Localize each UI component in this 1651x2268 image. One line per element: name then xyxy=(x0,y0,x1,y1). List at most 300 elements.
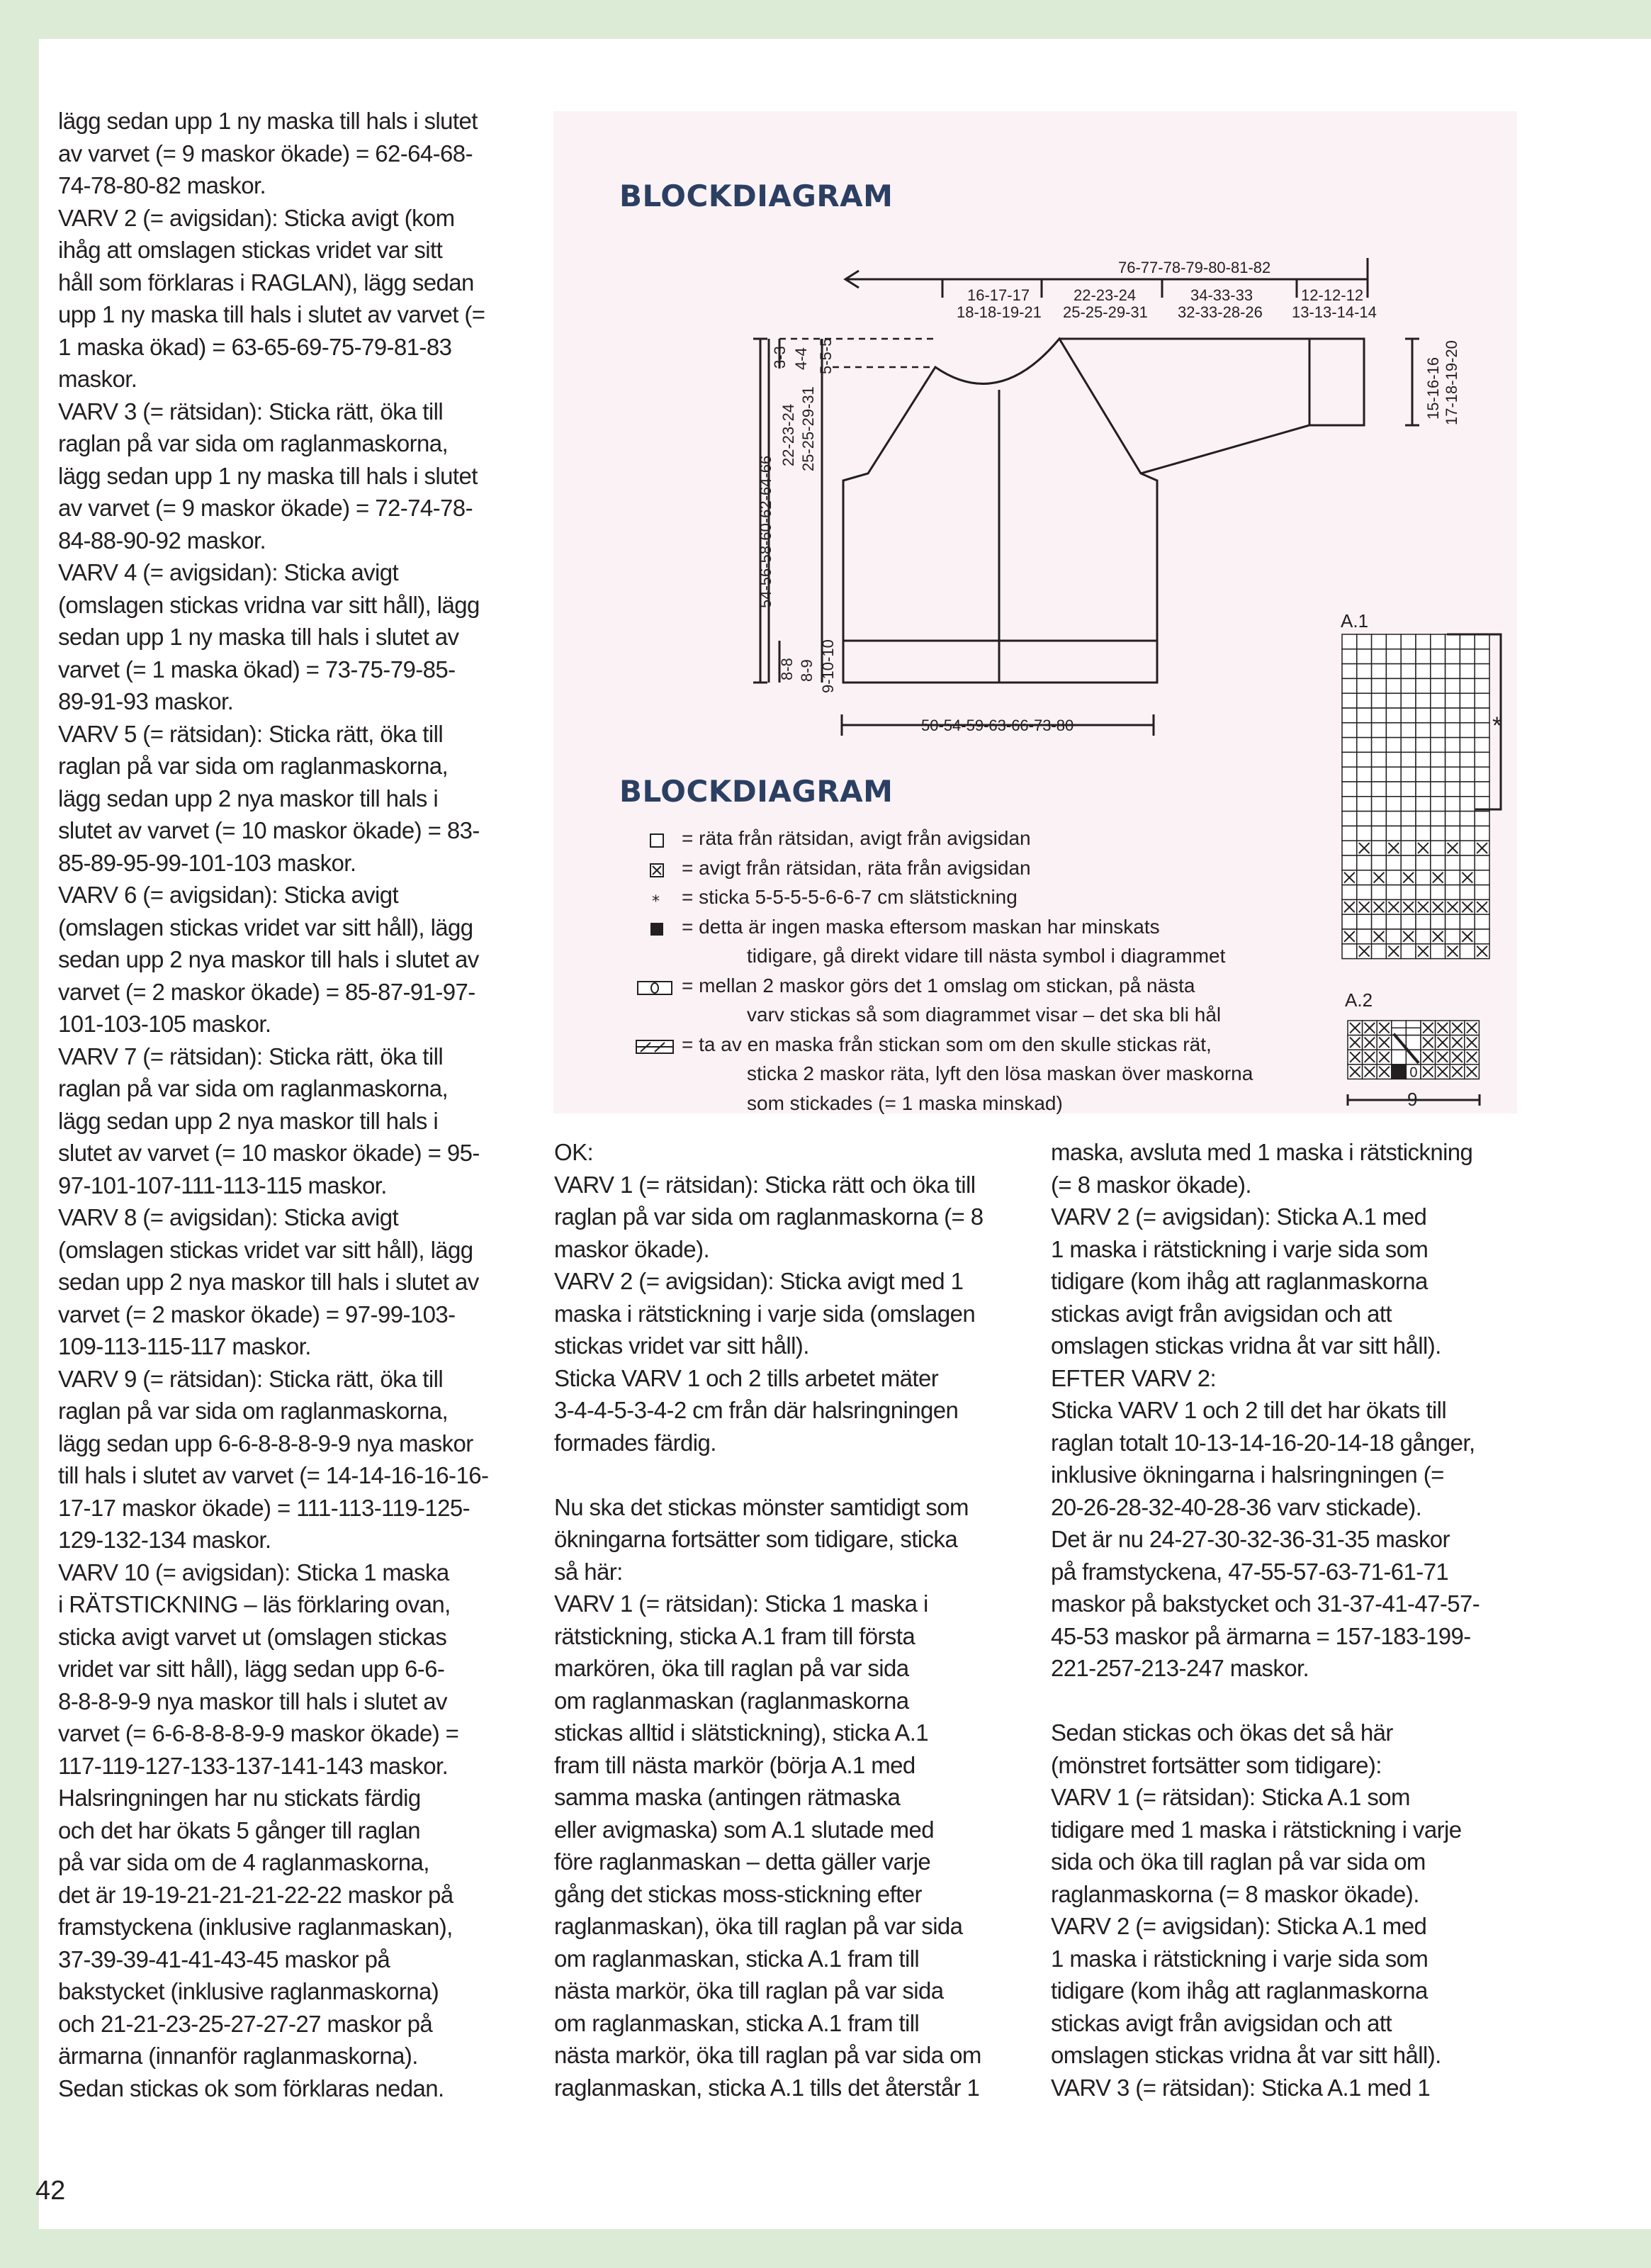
chart-cell xyxy=(1431,678,1446,693)
left-text-line: raglan på var sida om raglanmaskorna, xyxy=(58,430,449,456)
chart-cell xyxy=(1401,944,1416,959)
chart-cell xyxy=(1431,723,1446,738)
left-text-line: 17-17 maskor ökade) = 111-113-119-125- xyxy=(58,1494,470,1521)
chart-cell xyxy=(1386,885,1401,900)
left-text-line: VARV 9 (= rätsidan): Sticka rätt, öka till xyxy=(58,1365,444,1392)
body-length-measure: 54-56-58-60-62-64-66 xyxy=(757,455,774,608)
chart-cell xyxy=(1342,885,1357,900)
right-text-line: tidigare (kom ihåg att raglanmaskorna xyxy=(1051,1977,1428,2004)
chart-cell xyxy=(1357,738,1372,753)
chart-cell xyxy=(1431,782,1446,797)
middle-text-line: raglanmaskan, sticka A.1 tills det återstår 1 xyxy=(554,2074,980,2101)
chart-cell xyxy=(1460,841,1475,855)
chart-cell xyxy=(1475,826,1489,841)
chart-cell xyxy=(1416,693,1431,708)
chart-cell xyxy=(1401,826,1416,841)
left-text-line: VARV 7 (= rätsidan): Sticka rätt, öka till xyxy=(58,1043,444,1070)
left-text-line: i RÄTSTICKNING – läs förklaring ovan, xyxy=(58,1591,451,1617)
left-text-line: slutet av varvet (= 10 maskor ökade) = 83- xyxy=(58,817,480,843)
chart-cell xyxy=(1460,914,1475,929)
chart-cell xyxy=(1372,826,1387,841)
middle-text-line: om raglanmaskan, sticka A.1 fram till xyxy=(554,2009,920,2036)
left-text-line: (omslagen stickas vridna var sitt håll), lägg xyxy=(58,591,480,618)
legend-text: = ta av en maska från stickan som om den skulle stickas rät, xyxy=(682,1033,1212,1055)
right-text-line: tidigare med 1 maska i rätstickning i varje xyxy=(1051,1816,1462,1843)
chart-cell xyxy=(1460,782,1475,797)
chart-cell xyxy=(1460,678,1475,693)
left-text-line: Halsringningen har nu stickats färdig xyxy=(58,1785,421,1811)
chart-cell xyxy=(1401,812,1416,826)
middle-text-line: markören, öka till raglan på var sida xyxy=(554,1655,909,1681)
chart-cell xyxy=(1431,841,1446,855)
chart-cell xyxy=(1401,678,1416,693)
chart-cell xyxy=(1392,1050,1407,1065)
chart-cell xyxy=(1431,752,1446,767)
chart-cell xyxy=(1386,664,1401,679)
left-text-line: VARV 4 (= avigsidan): Sticka avigt xyxy=(58,559,399,585)
chart-cell xyxy=(1386,812,1401,826)
middle-text-line: Nu ska det stickas mönster samtidigt som xyxy=(554,1493,969,1520)
chart-cell xyxy=(1446,914,1460,929)
black-square-icon xyxy=(635,918,675,936)
chart-cell xyxy=(1446,752,1460,767)
chart-cell xyxy=(1372,767,1387,782)
chart-cell xyxy=(1475,752,1489,767)
chart-cell xyxy=(1446,855,1460,870)
left-text-line: 129-132-134 maskor. xyxy=(58,1527,271,1553)
chart-cell xyxy=(1401,693,1416,708)
legend-item xyxy=(635,824,1273,853)
chart-cell xyxy=(1392,1065,1407,1079)
chart-cell xyxy=(1446,693,1460,708)
right-text-line: EFTER VARV 2: xyxy=(1051,1364,1217,1391)
chart-cell xyxy=(1386,693,1401,708)
middle-text-line: före raglanmaskan – detta gäller varje xyxy=(554,1848,931,1875)
chart-cell xyxy=(1357,767,1372,782)
middle-text-line: raglanmaskan), öka till raglan på var sida xyxy=(554,1913,963,1939)
empty-square-icon xyxy=(635,829,675,848)
middle-text-line: maska i rätstickning i varje sida (omslagen xyxy=(554,1300,976,1327)
chart-cell xyxy=(1372,634,1387,649)
middle-text-line: nästa markör, öka till raglan på var sida xyxy=(554,1977,944,2004)
chart-cell xyxy=(1372,723,1387,738)
left-text-line: vridet var sitt håll), lägg sedan upp 6-6- xyxy=(58,1656,445,1682)
chart-cell xyxy=(1446,634,1460,649)
chart-cell xyxy=(1372,812,1387,826)
chart-cell xyxy=(1386,649,1401,664)
chart-cell xyxy=(1357,723,1372,738)
chart-cell xyxy=(1475,812,1489,826)
chart-cell xyxy=(1446,826,1460,841)
chart-cell xyxy=(1357,649,1372,664)
chart-cell xyxy=(1386,914,1401,929)
legend-text: tidigare, gå direkt vidare till nästa symbol i diagrammet xyxy=(747,945,1226,967)
chart-cell xyxy=(1342,812,1357,826)
total-width-measure: 76-77-78-79-80-81-82 xyxy=(1118,259,1271,276)
right-text-line xyxy=(1051,1685,1547,1717)
chart-cell xyxy=(1460,797,1475,812)
chart-cell xyxy=(1342,634,1357,649)
right-text-line: raglanmaskorna (= 8 maskor ökade). xyxy=(1051,1880,1419,1907)
chart-cell xyxy=(1475,855,1489,870)
chart-a1-grid xyxy=(1342,634,1489,959)
right-text-line: 221-257-213-247 maskor. xyxy=(1051,1655,1309,1681)
left-text-line: Sedan stickas ok som förklaras nedan. xyxy=(58,2075,444,2101)
hem-measure-1: 8-8 xyxy=(778,658,796,680)
left-text-line: (omslagen stickas vridet var sitt håll), lägg xyxy=(58,914,473,941)
right-text-line: VARV 3 (= rätsidan): Sticka A.1 med 1 xyxy=(1051,2074,1431,2101)
right-text-line: omslagen stickas vridna åt var sitt håll). xyxy=(1051,2042,1441,2068)
schematic-heading: BLOCKDIAGRAM xyxy=(619,179,894,213)
middle-text-line: maskor ökade). xyxy=(554,1235,710,1262)
chart-cell xyxy=(1386,708,1401,723)
chart-cell xyxy=(1431,797,1446,812)
left-text-line: (omslagen stickas vridet var sitt håll), lägg xyxy=(58,1236,473,1263)
chart-cell xyxy=(1416,708,1431,723)
chart-cell xyxy=(1446,767,1460,782)
left-text-line: sedan upp 1 ny maska till hals i slutet av xyxy=(58,624,459,650)
legend-text: = avigt från rätsidan, räta från avigsidan xyxy=(682,856,1031,879)
legend-text: sticka 2 maskor räta, lyft den lösa maskan över maskorna xyxy=(747,1062,1253,1084)
left-text-line: raglan på var sida om raglanmaskorna, xyxy=(58,753,449,779)
chart-cell xyxy=(1357,885,1372,900)
chart-cell xyxy=(1446,929,1460,944)
right-text-line: sida och öka till raglan på var sida om xyxy=(1051,1848,1426,1875)
chart-cell xyxy=(1401,797,1416,812)
chart-cell xyxy=(1416,929,1431,944)
left-text-line: 74-78-80-82 maskor. xyxy=(58,172,266,198)
chart-cell xyxy=(1431,885,1446,900)
middle-text-line: stickas vridet var sitt håll). xyxy=(554,1332,809,1359)
left-text-line: lägg sedan upp 2 nya maskor till hals i xyxy=(58,785,439,812)
chart-cell xyxy=(1342,797,1357,812)
left-text-line: 8-8-8-9-9 nya maskor till hals i slutet av xyxy=(58,1688,447,1714)
chart-cell xyxy=(1357,929,1372,944)
legend-text: som stickades (= 1 maska minskad) xyxy=(747,1091,1063,1114)
middle-text-line: samma maska (antingen rätmaska xyxy=(554,1784,901,1810)
cuff-measure-a: 15-16-16 xyxy=(1424,357,1442,420)
chart-cell xyxy=(1357,752,1372,767)
middle-text-line: gång det stickas moss-stickning efter xyxy=(554,1880,922,1907)
chart-cell xyxy=(1416,752,1431,767)
chart-cell xyxy=(1372,797,1387,812)
chart-cell xyxy=(1342,649,1357,664)
chart-cell xyxy=(1431,708,1446,723)
chart-cell xyxy=(1446,797,1460,812)
decrease-icon xyxy=(635,1035,675,1054)
svg-text:*: * xyxy=(652,893,660,909)
chart-cell xyxy=(1401,708,1416,723)
right-text-line: Sticka VARV 1 och 2 till det har ökats till xyxy=(1051,1397,1447,1423)
chart-cell xyxy=(1386,929,1401,944)
chart-cell xyxy=(1401,738,1416,753)
hem-measure-2: 8-9 xyxy=(798,659,816,682)
chart-cell xyxy=(1416,634,1431,649)
legend-item xyxy=(635,971,1273,1030)
chart-cell xyxy=(1416,782,1431,797)
right-text-line: VARV 2 (= avigsidan): Sticka A.1 med xyxy=(1051,1913,1427,1939)
chart-cell xyxy=(1357,634,1372,649)
legend xyxy=(635,824,1273,1118)
chart-cell xyxy=(1446,782,1460,797)
middle-text-line: fram till nästa markör (börja A.1 med xyxy=(554,1751,915,1778)
chart-cell xyxy=(1342,723,1357,738)
chart-cell xyxy=(1431,944,1446,959)
chart-cell xyxy=(1446,885,1460,900)
chart-cell xyxy=(1372,649,1387,664)
chart-cell xyxy=(1431,634,1446,649)
chart-cell xyxy=(1446,678,1460,693)
chart-cell xyxy=(1372,752,1387,767)
left-text-line: lägg sedan upp 2 nya maskor till hals i xyxy=(58,1107,439,1134)
chart-cell xyxy=(1431,914,1446,929)
middle-text-line: nästa markör, öka till raglan på var sida om xyxy=(554,2042,981,2068)
chart-cell xyxy=(1446,649,1460,664)
middle-text-line: så här: xyxy=(554,1558,623,1585)
chart-cell xyxy=(1372,855,1387,870)
chart-cell xyxy=(1401,885,1416,900)
legend-item xyxy=(635,1030,1273,1118)
left-text-line: VARV 8 (= avigsidan): Sticka avigt xyxy=(58,1204,399,1230)
chart-cell xyxy=(1342,664,1357,679)
left-text-line: håll som förklaras i RAGLAN), lägg sedan xyxy=(58,269,474,296)
left-text-line: 85-89-95-99-101-103 maskor. xyxy=(58,849,356,876)
left-text-line: av varvet (= 9 maskor ökade) = 62-64-68- xyxy=(58,140,473,167)
chart-cell xyxy=(1416,678,1431,693)
chart-cell xyxy=(1460,738,1475,753)
left-text-line: varvet (= 2 maskor ökade) = 85-87-91-97- xyxy=(58,978,475,1005)
chart-cell xyxy=(1357,664,1372,679)
left-text-line: det är 19-19-21-21-21-22-22 maskor på xyxy=(58,1881,453,1908)
chart-cell xyxy=(1460,664,1475,679)
left-text-line: VARV 2 (= avigsidan): Sticka avigt (kom xyxy=(58,204,455,231)
chart-cell xyxy=(1460,826,1475,841)
chart-cell xyxy=(1416,649,1431,664)
chart-cell xyxy=(1372,678,1387,693)
yarn-over-mark: 0 xyxy=(1409,1065,1418,1081)
chart-cell xyxy=(1475,723,1489,738)
chart-cell xyxy=(1342,782,1357,797)
middle-text-line: om raglanmaskan (raglanmaskorna xyxy=(554,1687,909,1714)
left-text-line: VARV 5 (= rätsidan): Sticka rätt, öka till xyxy=(58,720,444,747)
chart-cell xyxy=(1401,767,1416,782)
legend-item xyxy=(635,882,1273,912)
chart-cell xyxy=(1446,812,1460,826)
chart-cell xyxy=(1386,738,1401,753)
seg2-measure-b: 25-25-29-31 xyxy=(1063,303,1148,321)
chart-cell xyxy=(1386,752,1401,767)
chart-cell xyxy=(1475,767,1489,782)
left-text-line: VARV 3 (= rätsidan): Sticka rätt, öka till xyxy=(58,398,444,425)
middle-text-line: eller avigmaska) som A.1 slutade med xyxy=(554,1816,934,1843)
left-text-line: VARV 6 (= avigsidan): Sticka avigt xyxy=(58,882,399,908)
chart-cell xyxy=(1357,708,1372,723)
chart-cell xyxy=(1475,693,1489,708)
left-text-line: raglan på var sida om raglanmaskorna, xyxy=(58,1398,449,1424)
left-text-line: 89-91-93 maskor. xyxy=(58,688,234,714)
chart-cell xyxy=(1401,782,1416,797)
middle-text-line: 3-4-4-5-3-4-2 cm från där halsringningen xyxy=(554,1397,959,1423)
legend-item xyxy=(635,912,1273,971)
right-text-line: 1 maska i rätstickning i varje sida som xyxy=(1051,1235,1429,1262)
chart-cell xyxy=(1372,885,1387,900)
chart-cell xyxy=(1386,782,1401,797)
left-text-line: av varvet (= 9 maskor ökade) = 72-74-78- xyxy=(58,495,473,521)
left-text-line: framstyckena (inklusive raglanmaskan), xyxy=(58,1914,453,1940)
chart-cell xyxy=(1357,914,1372,929)
chart-cell xyxy=(1386,855,1401,870)
left-text-line: varvet (= 6-6-8-8-8-9-9 maskor ökade) = xyxy=(58,1720,459,1746)
right-text-line: Det är nu 24-27-30-32-36-31-35 maskor xyxy=(1051,1526,1450,1552)
chart-cell xyxy=(1460,723,1475,738)
middle-text-line xyxy=(554,1459,1050,1491)
left-text-line: bakstycket (inklusive raglanmaskorna) xyxy=(58,1978,439,2004)
chart-cell xyxy=(1431,738,1446,753)
chart-cell xyxy=(1342,708,1357,723)
chart-a2-grid xyxy=(1348,1021,1479,1080)
legend-heading: BLOCKDIAGRAM xyxy=(619,774,894,809)
chart-cell xyxy=(1386,678,1401,693)
chart-cell xyxy=(1372,944,1387,959)
left-text-line: upp 1 ny maska till hals i slutet av varvet (= xyxy=(58,301,485,327)
chart-cell xyxy=(1475,678,1489,693)
chart-cell xyxy=(1386,723,1401,738)
chart-cell xyxy=(1446,870,1460,885)
chart-cell xyxy=(1401,914,1416,929)
right-text-line: maska, avsluta med 1 maska i rätstickning xyxy=(1051,1139,1473,1165)
left-text-line: på var sida om de 4 raglanmaskorna, xyxy=(58,1849,429,1875)
left-text-line: 117-119-127-133-137-141-143 maskor. xyxy=(58,1752,449,1779)
chart-cell xyxy=(1416,738,1431,753)
chart-cell xyxy=(1342,693,1357,708)
chart-cell xyxy=(1475,649,1489,664)
chart-cell xyxy=(1386,634,1401,649)
left-text-line: 97-101-107-111-113-115 maskor. xyxy=(58,1172,387,1198)
chart-cell xyxy=(1372,914,1387,929)
chart-a1-label: A.1 xyxy=(1341,610,1369,631)
right-text-line: Sedan stickas och ökas det så här xyxy=(1051,1719,1393,1746)
chart-cell xyxy=(1401,855,1416,870)
middle-text-line: formades färdig. xyxy=(554,1429,716,1456)
seg2-measure-a: 22-23-24 xyxy=(1074,286,1137,304)
chart-cell xyxy=(1460,649,1475,664)
chart-cell xyxy=(1460,752,1475,767)
seg1-measure-b: 18-18-19-21 xyxy=(957,303,1042,321)
right-text-line: maskor på bakstycket och 31-37-41-47-57- xyxy=(1051,1590,1480,1617)
hem-measure-3: 9-10-10 xyxy=(819,639,837,693)
chart-cell xyxy=(1446,664,1460,679)
yoke-measure-a: 22-23-24 xyxy=(779,403,797,466)
legend-text: varv stickas så som diagrammet visar – det ska bli hål xyxy=(747,1004,1222,1026)
legend-item xyxy=(635,853,1273,883)
chart-cell xyxy=(1460,812,1475,826)
left-text-line: sedan upp 2 nya maskor till hals i slutet av xyxy=(58,946,479,972)
seg4-measure-b: 13-13-14-14 xyxy=(1292,303,1377,321)
right-text-line: (mönstret fortsätter som tidigare): xyxy=(1051,1751,1382,1778)
right-text-line: VARV 2 (= avigsidan): Sticka A.1 med xyxy=(1051,1203,1427,1230)
chart-cell xyxy=(1416,914,1431,929)
chart-cell xyxy=(1416,855,1431,870)
chart-cell xyxy=(1460,708,1475,723)
right-text-line: 20-26-28-32-40-28-36 varv stickade). xyxy=(1051,1493,1422,1520)
chart-a2-width: 9 xyxy=(1407,1089,1418,1110)
chart-cell xyxy=(1446,723,1460,738)
chart-cell xyxy=(1406,1035,1421,1050)
chart-cell xyxy=(1357,693,1372,708)
chart-cell xyxy=(1401,634,1416,649)
chart-cell xyxy=(1342,944,1357,959)
chart-cell xyxy=(1460,693,1475,708)
right-text-line: 1 maska i rätstickning i varje sida som xyxy=(1051,1945,1429,1972)
chart-cell xyxy=(1357,678,1372,693)
chart-cell xyxy=(1342,841,1357,855)
left-text-line: lägg sedan upp 1 ny maska till hals i slutet xyxy=(58,108,478,134)
chart-cell xyxy=(1431,649,1446,664)
page-number: 42 xyxy=(35,2176,66,2206)
right-text-line: inklusive ökningarna i halsringningen (= xyxy=(1051,1461,1444,1488)
chart-cell xyxy=(1416,812,1431,826)
legend-text: = sticka 5-5-5-5-6-6-7 cm slätstickning xyxy=(682,886,1018,908)
body-width-measure: 50-54-59-63-66-73-80 xyxy=(921,717,1074,734)
left-text-line: sedan upp 2 nya maskor till hals i slutet av xyxy=(58,1269,479,1295)
chart-cell xyxy=(1386,870,1401,885)
chart-cell xyxy=(1431,693,1446,708)
left-text-line: raglan på var sida om raglanmaskorna, xyxy=(58,1075,449,1101)
chart-cell xyxy=(1386,826,1401,841)
middle-text-line: VARV 1 (= rätsidan): Sticka 1 maska i xyxy=(554,1590,928,1617)
chart-cell xyxy=(1386,767,1401,782)
chart-a2-label: A.2 xyxy=(1345,989,1373,1011)
right-text-line: (= 8 maskor ökade). xyxy=(1051,1171,1251,1198)
left-text-line: 84-88-90-92 maskor. xyxy=(58,527,266,554)
chart-cell xyxy=(1357,812,1372,826)
right-text-line: VARV 1 (= rätsidan): Sticka A.1 som xyxy=(1051,1784,1410,1810)
chart-cell xyxy=(1431,855,1446,870)
left-text-line: och det har ökats 5 gånger till raglan xyxy=(58,1817,421,1843)
right-text-line: stickas avigt från avigsidan och att xyxy=(1051,2009,1392,2036)
chart-cell xyxy=(1342,855,1357,870)
right-text-line: tidigare (kom ihåg att raglanmaskorna xyxy=(1051,1268,1428,1294)
neck-measure-2b: 5-5-5 xyxy=(817,337,835,374)
middle-text-line: stickas alltid i slätstickning), sticka A.1 xyxy=(554,1719,929,1746)
chart-cell xyxy=(1401,649,1416,664)
left-text-line: och 21-21-23-25-27-27-27 maskor på xyxy=(58,2010,433,2037)
chart-cell xyxy=(1460,885,1475,900)
middle-text-line: ökningarna fortsätter som tidigare, sticka xyxy=(554,1526,958,1552)
left-text-line: 101-103-105 maskor. xyxy=(58,1011,271,1037)
chart-cell xyxy=(1416,885,1431,900)
chart-cell xyxy=(1475,929,1489,944)
chart-cell xyxy=(1431,812,1446,826)
chart-cell xyxy=(1342,678,1357,693)
seg1-measure-a: 16-17-17 xyxy=(967,286,1030,304)
chart-cell xyxy=(1372,841,1387,855)
chart-cell xyxy=(1342,826,1357,841)
middle-text-line: OK: xyxy=(554,1139,594,1165)
chart-cell xyxy=(1416,870,1431,885)
legend-text: = räta från rätsidan, avigt från avigsidan xyxy=(682,827,1031,849)
left-text-line: sticka avigt varvet ut (omslagen stickas xyxy=(58,1623,447,1650)
left-text-line: 109-113-115-117 maskor. xyxy=(58,1333,311,1359)
chart-cell xyxy=(1431,826,1446,841)
chart-a1-repeat-marker: * xyxy=(1492,712,1502,739)
chart-cell xyxy=(1342,752,1357,767)
legend-text: = detta är ingen maska eftersom maskan har minskats xyxy=(682,915,1160,938)
cuff-measure-b: 17-18-19-20 xyxy=(1443,340,1460,425)
chart-cell xyxy=(1416,767,1431,782)
star-icon xyxy=(635,888,675,909)
chart-cell xyxy=(1475,738,1489,753)
